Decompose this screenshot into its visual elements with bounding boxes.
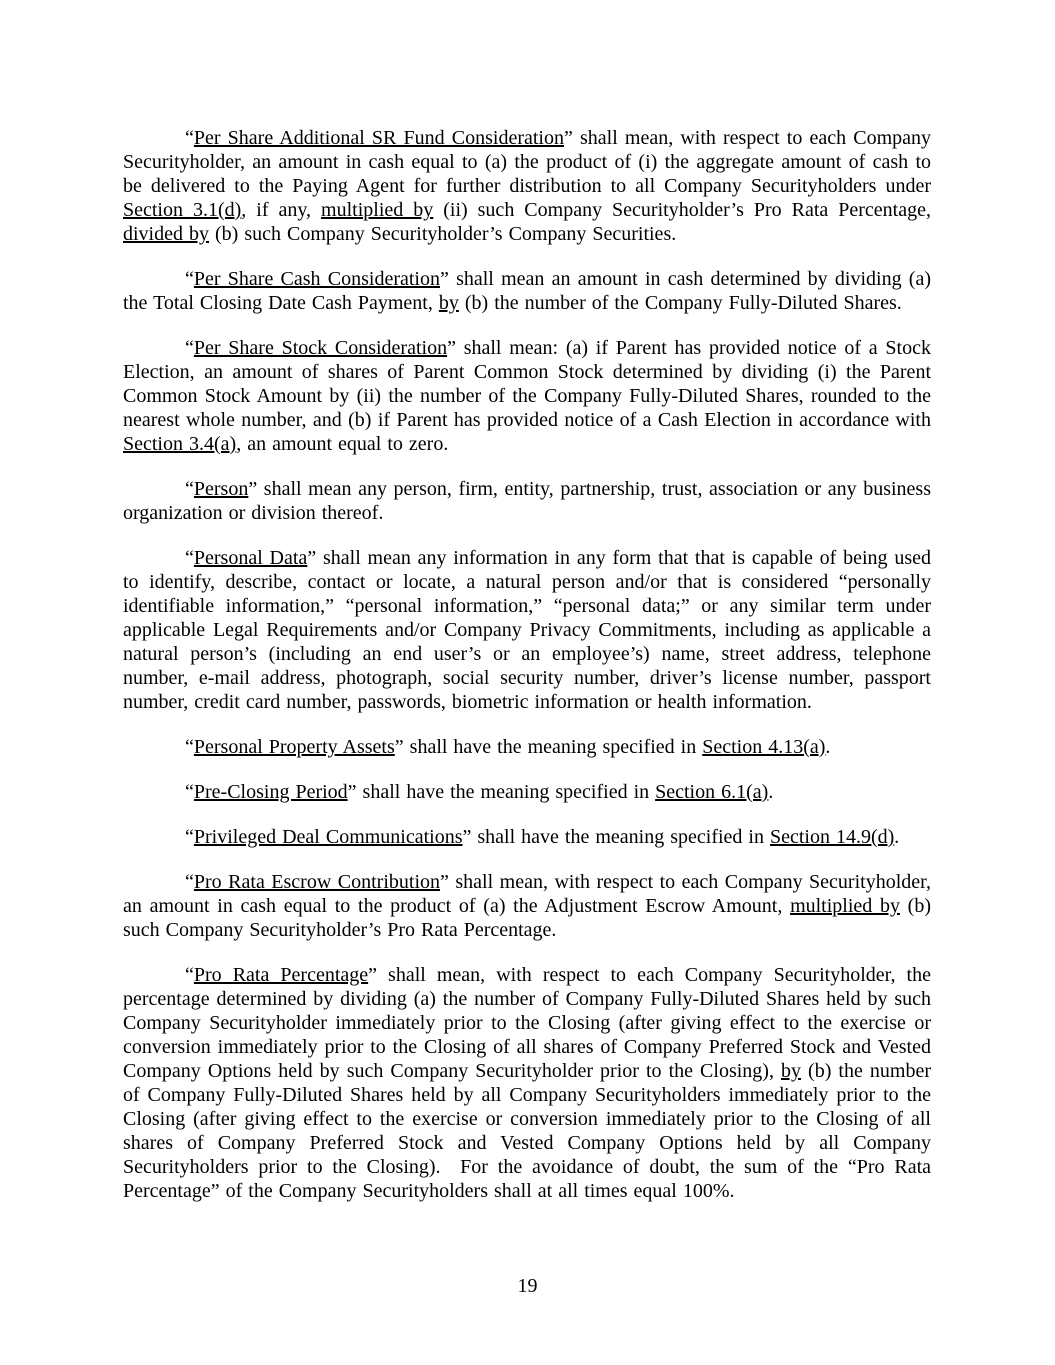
underlined-term: Section 3.1(d) bbox=[123, 199, 242, 221]
text-segment: (b) such Company Securityholder’s Pro Rata Percentage. bbox=[123, 895, 932, 941]
text-segment: (b) the number of Company Fully-Diluted Shares held by all Company Securityholders immediately prior to the Closing (after giving effect to the exercise or conversion immediately prior to the Closing of all shares of Company Preferred Stock and Vested Company Options held by all Company Securityholders prior to the Closing). For the avoidance of doubt, the sum of the “Pro Rata Percentage” of the Company Securityholders shall at all times equal 100%. bbox=[123, 1060, 931, 1202]
text-segment: , an amount equal to zero. bbox=[236, 433, 449, 455]
underlined-term: Pro Rata Escrow Contribution bbox=[193, 871, 441, 893]
text-segment: “ bbox=[185, 268, 194, 290]
paragraph bbox=[123, 126, 931, 246]
text-segment: “ bbox=[185, 781, 194, 803]
paragraph bbox=[123, 477, 931, 525]
underlined-term: Pre-Closing Period bbox=[193, 781, 348, 803]
text-segment: . bbox=[768, 781, 774, 803]
underlined-term: Personal Property Assets bbox=[193, 736, 395, 758]
text-segment: ” shall mean, with respect to each Company Securityholder, an amount in cash equal to (a) the product of (i) the aggregate amount of cash to be delivered to the Paying Agent for further distribution to all Company Securityholders under bbox=[123, 127, 932, 197]
text-segment: “ bbox=[185, 964, 194, 986]
text-segment: (ii) such Company Securityholder’s Pro Rata Percentage, bbox=[433, 199, 931, 221]
text-segment: ” shall have the meaning specified in bbox=[347, 781, 656, 803]
text-segment: “ bbox=[185, 478, 194, 500]
text-segment: ” shall mean: (a) if Parent has provided notice of a Stock Election, an amount of shares of Parent Common Stock determined by dividing (i) the Parent Common Stock Amount by (ii) the number of the Company Fully-Diluted Shares, rounded to the nearest whole number, and (b) if Parent has provided notice of a Cash Election in accordance with bbox=[123, 337, 931, 431]
text-segment: . bbox=[894, 826, 900, 848]
text-segment: ” shall mean an amount in cash determined by dividing (a) the Total Closing Date Cash Payment, bbox=[123, 268, 932, 314]
paragraph bbox=[123, 870, 931, 942]
text-segment: (b) such Company Securityholder’s Company Securities. bbox=[209, 223, 677, 245]
underlined-term: by bbox=[438, 292, 459, 314]
text-segment: (b) the number of the Company Fully-Diluted Shares. bbox=[458, 292, 902, 314]
text-segment: “ bbox=[185, 337, 194, 359]
underlined-term: Per Share Cash Consideration bbox=[193, 268, 440, 290]
text-segment: ” shall have the meaning specified in bbox=[462, 826, 770, 848]
paragraph bbox=[123, 336, 931, 456]
text-segment: . bbox=[825, 736, 831, 758]
underlined-term: multiplied by bbox=[790, 895, 900, 917]
underlined-term: multiplied by bbox=[321, 199, 434, 221]
text-segment: , if any, bbox=[241, 199, 322, 221]
text-segment: “ bbox=[185, 871, 194, 893]
text-segment: “ bbox=[185, 547, 194, 569]
paragraph bbox=[123, 825, 931, 849]
underlined-term: by bbox=[781, 1060, 801, 1082]
text-segment: “ bbox=[185, 826, 194, 848]
page-number: 19 bbox=[517, 1275, 538, 1297]
underlined-term: Pro Rata Percentage bbox=[193, 964, 369, 986]
text-segment: ” shall have the meaning specified in bbox=[394, 736, 703, 758]
underlined-term: Privileged Deal Communications bbox=[193, 826, 463, 848]
paragraph bbox=[123, 546, 931, 714]
document-body bbox=[123, 126, 931, 1224]
underlined-term: Section 14.9(d) bbox=[769, 826, 895, 848]
underlined-term: Per Share Additional SR Fund Consideration bbox=[193, 127, 564, 149]
text-segment: “ bbox=[185, 127, 194, 149]
paragraph bbox=[123, 267, 931, 315]
text-segment: ” shall mean, with respect to each Company Securityholder, an amount in cash equal to the product of (a) the Adjustment Escrow Amount, bbox=[123, 871, 932, 917]
underlined-term: divided by bbox=[123, 223, 209, 245]
underlined-term: Per Share Stock Consideration bbox=[193, 337, 448, 359]
paragraph bbox=[123, 963, 931, 1203]
paragraph bbox=[123, 780, 931, 804]
text-segment: “ bbox=[185, 736, 194, 758]
text-segment: ” shall mean, with respect to each Company Securityholder, the percentage determined by dividing (a) the number of Company Fully-Diluted Shares held by such Company Securityholder immediately prior to the Closing (after giving effect to the exercise or conversion immediately prior to the Closing of all shares of Company Preferred Stock and Vested Company Options held by such Company Securityholder prior to the Closing), bbox=[123, 964, 931, 1082]
underlined-term: Section 3.4(a) bbox=[123, 433, 237, 455]
underlined-term: Person bbox=[193, 478, 249, 500]
underlined-term: Section 6.1(a) bbox=[655, 781, 769, 803]
underlined-term: Personal Data bbox=[193, 547, 308, 569]
underlined-term: Section 4.13(a) bbox=[702, 736, 826, 758]
text-segment: ” shall mean any person, firm, entity, partnership, trust, association or any business organization or division thereof. bbox=[123, 478, 931, 524]
paragraph bbox=[123, 735, 931, 759]
text-segment: ” shall mean any information in any form that that is capable of being used to identify, describe, contact or locate, a natural person and/or that is considered “personally identifiable information,” “personal information,” “personal data;” or any similar term under applicable Legal Requirements and/or Company Privacy Commitments, including as applicable a natural person’s (including an end user’s or an employee’s) name, street address, telephone number, e-mail address, photograph, social security number, driver’s license number, passport number, credit card number, passwords, biometric information or health information. bbox=[123, 547, 931, 713]
